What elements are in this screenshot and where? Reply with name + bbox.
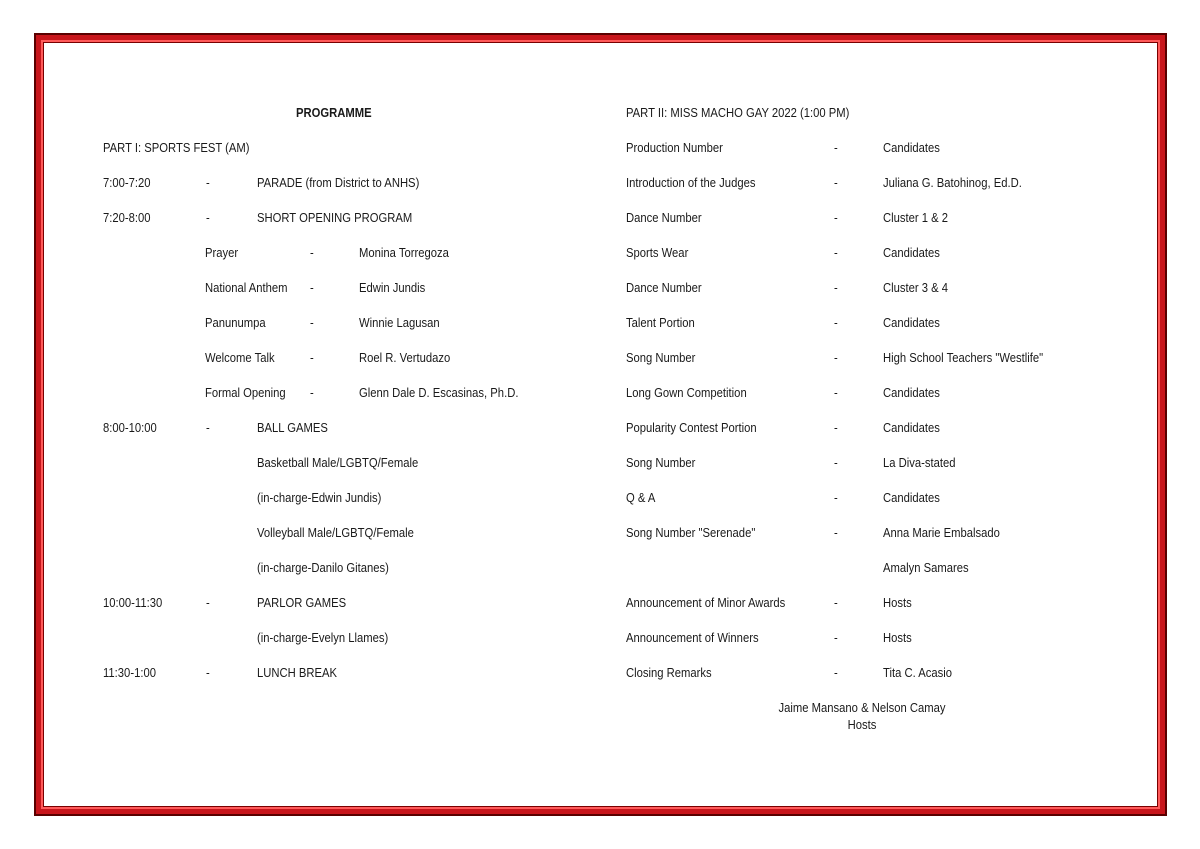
dash: - <box>834 526 838 540</box>
opening-item-label: Prayer <box>205 246 239 260</box>
dash: - <box>834 386 838 400</box>
program-performer: Candidates <box>883 141 940 155</box>
time-slot: 7:20-8:00 <box>103 211 151 225</box>
dash: - <box>834 596 838 610</box>
time-slot: 10:00-11:30 <box>103 596 163 610</box>
dash: - <box>206 211 210 225</box>
program-item: Q & A <box>626 491 656 505</box>
program-item: Song Number <box>626 456 696 470</box>
dash: - <box>206 596 210 610</box>
activity: PARADE (from District to ANHS) <box>257 176 420 190</box>
time-slot: 8:00-10:00 <box>103 421 157 435</box>
parlor-detail: (in-charge-Evelyn Llames) <box>257 631 389 645</box>
dash: - <box>310 281 314 295</box>
program-performer: Juliana G. Batohinog, Ed.D. <box>883 176 1022 190</box>
program-performer: Tita C. Acasio <box>883 666 952 680</box>
program-performer: Candidates <box>883 246 940 260</box>
opening-item-person: Glenn Dale D. Escasinas, Ph.D. <box>359 386 519 400</box>
program-item: Talent Portion <box>626 316 695 330</box>
program-performer: Candidates <box>883 316 940 330</box>
opening-item-label: National Anthem <box>205 281 288 295</box>
dash: - <box>834 456 838 470</box>
program-item: Popularity Contest Portion <box>626 421 757 435</box>
dash: - <box>310 351 314 365</box>
ballgame-detail: Basketball Male/LGBTQ/Female <box>257 456 419 470</box>
program-performer: Cluster 3 & 4 <box>883 281 949 295</box>
dash: - <box>834 281 838 295</box>
dash: - <box>834 351 838 365</box>
dash: - <box>310 246 314 260</box>
activity: SHORT OPENING PROGRAM <box>257 211 413 225</box>
program-item: Sports Wear <box>626 246 689 260</box>
program-item: Song Number "Serenade" <box>626 526 756 540</box>
opening-item-person: Winnie Lagusan <box>359 316 440 330</box>
part-one-heading: PART I: SPORTS FEST (AM) <box>103 141 250 155</box>
dash: - <box>206 421 210 435</box>
hosts-names: Jaime Mansano & Nelson Camay <box>778 701 946 715</box>
activity: PARLOR GAMES <box>257 596 347 610</box>
opening-item-person: Roel R. Vertudazo <box>359 351 451 365</box>
program-performer: Anna Marie Embalsado <box>883 526 1000 540</box>
program-performer: Candidates <box>883 386 940 400</box>
dash: - <box>834 246 838 260</box>
dash: - <box>834 421 838 435</box>
program-item: Dance Number <box>626 281 702 295</box>
program-performer: Amalyn Samares <box>883 561 969 575</box>
dash: - <box>834 491 838 505</box>
program-performer: Candidates <box>883 491 940 505</box>
program-item: Introduction of the Judges <box>626 176 756 190</box>
opening-item-person: Monina Torregoza <box>359 246 449 260</box>
dash: - <box>834 666 838 680</box>
dash: - <box>206 176 210 190</box>
ballgame-detail: (in-charge-Danilo Gitanes) <box>257 561 389 575</box>
ballgame-detail: (in-charge-Edwin Jundis) <box>257 491 382 505</box>
program-item: Production Number <box>626 141 723 155</box>
program-item: Closing Remarks <box>626 666 712 680</box>
dash: - <box>310 386 314 400</box>
program-item: Announcement of Minor Awards <box>626 596 786 610</box>
activity: LUNCH BREAK <box>257 666 338 680</box>
part-two-heading: PART II: MISS MACHO GAY 2022 (1:00 PM) <box>626 106 850 120</box>
time-slot: 11:30-1:00 <box>103 666 156 680</box>
programme-title: PROGRAMME <box>296 106 372 120</box>
dash: - <box>834 211 838 225</box>
dash: - <box>834 176 838 190</box>
time-slot: 7:00-7:20 <box>103 176 151 190</box>
dash: - <box>310 316 314 330</box>
dash: - <box>206 666 210 680</box>
program-performer: Candidates <box>883 421 940 435</box>
dash: - <box>834 631 838 645</box>
program-item: Song Number <box>626 351 696 365</box>
program-performer: La Diva-stated <box>883 456 956 470</box>
opening-item-person: Edwin Jundis <box>359 281 426 295</box>
program-performer: Hosts <box>883 596 912 610</box>
program-performer: High School Teachers "Westlife" <box>883 351 1044 365</box>
dash: - <box>834 141 838 155</box>
opening-item-label: Panunumpa <box>205 316 266 330</box>
program-item: Long Gown Competition <box>626 386 747 400</box>
hosts-label: Hosts <box>847 718 877 732</box>
activity: BALL GAMES <box>257 421 328 435</box>
dash: - <box>834 316 838 330</box>
program-item: Announcement of Winners <box>626 631 759 645</box>
program-item: Dance Number <box>626 211 702 225</box>
program-performer: Cluster 1 & 2 <box>883 211 949 225</box>
ballgame-detail: Volleyball Male/LGBTQ/Female <box>257 526 414 540</box>
opening-item-label: Formal Opening <box>205 386 286 400</box>
opening-item-label: Welcome Talk <box>205 351 275 365</box>
program-performer: Hosts <box>883 631 912 645</box>
